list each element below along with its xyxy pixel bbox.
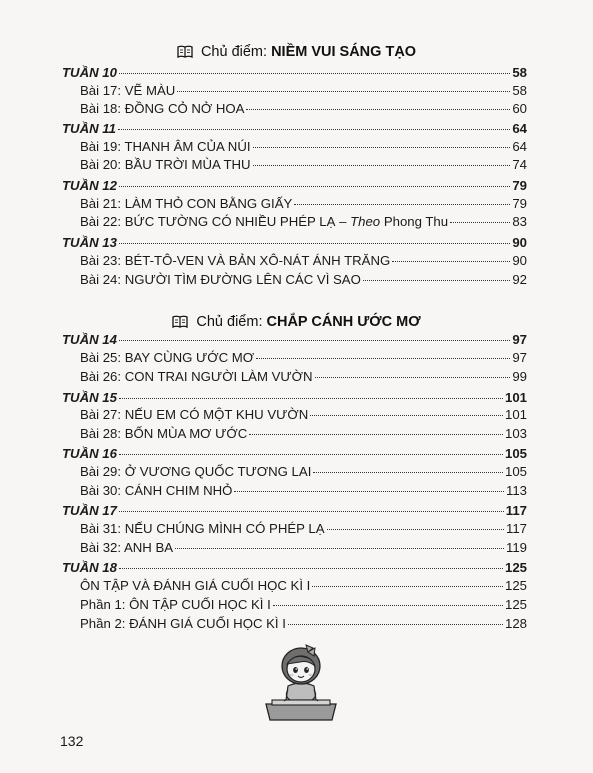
- open-book-icon: [177, 45, 193, 62]
- section-title: [0, 44, 593, 62]
- section-name: CHẮP CÁNH ƯỚC MƠ: [266, 314, 421, 330]
- page-ref: 125: [504, 597, 527, 612]
- lesson-row[interactable]: [80, 155, 527, 175]
- page-ref: 101: [504, 407, 527, 422]
- page-ref: 128: [504, 616, 527, 631]
- lesson-title: Bài 25: BAY CÙNG ƯỚC MƠ: [80, 350, 255, 365]
- lesson-title: ÔN TẬP VÀ ĐÁNH GIÁ CUỐI HỌC KÌ I: [80, 578, 311, 593]
- section-label: Chủ điểm:: [196, 314, 263, 330]
- week-row[interactable]: [62, 63, 527, 83]
- lesson-title: Bài 27: NẾU EM CÓ MỘT KHU VƯỜN: [80, 407, 309, 422]
- page-ref: 92: [512, 272, 527, 287]
- page-ref: 117: [505, 503, 527, 518]
- lesson-row[interactable]: [80, 137, 527, 157]
- lesson-row[interactable]: [80, 99, 527, 119]
- lesson-title: Phần 1: ÔN TẬP CUỐI HỌC KÌ I: [80, 597, 271, 612]
- lesson-row[interactable]: [80, 595, 527, 615]
- page-ref: 101: [504, 390, 527, 405]
- lesson-row[interactable]: [80, 424, 527, 444]
- page-ref: 119: [505, 540, 527, 555]
- week-row[interactable]: [62, 233, 527, 253]
- lesson-title: Bài 22: BỨC TƯỜNG CÓ NHIỀU PHÉP LẠ –: [80, 214, 347, 229]
- week-label: TUẦN 13: [62, 235, 117, 250]
- page-ref: 103: [504, 426, 527, 441]
- page-ref: 79: [512, 178, 527, 193]
- week-row[interactable]: [62, 330, 527, 350]
- week-label: TUẦN 18: [62, 560, 117, 575]
- section-label: Chủ điểm:: [200, 44, 268, 60]
- week-label: TUẦN 17: [62, 503, 117, 518]
- page-ref: 79: [512, 196, 527, 211]
- page-ref: 90: [512, 253, 527, 268]
- week-label: TUẦN 10: [62, 65, 117, 80]
- page-ref: 105: [504, 446, 527, 461]
- lesson-title: Bài 32: ANH BA: [80, 540, 174, 555]
- lesson-row[interactable]: [80, 462, 527, 482]
- lesson-row[interactable]: [80, 405, 527, 425]
- page-ref: 58: [512, 65, 527, 80]
- page-ref: 58: [512, 83, 527, 98]
- page-ref: 125: [504, 578, 527, 593]
- week-label: TUẦN 15: [62, 390, 117, 405]
- lesson-title: Bài 31: NẾU CHÚNG MÌNH CÓ PHÉP LẠ: [80, 521, 325, 536]
- lesson-row[interactable]: [80, 270, 527, 290]
- lesson-row[interactable]: [80, 519, 527, 539]
- page-ref: 90: [512, 235, 527, 250]
- lesson-title: Bài 21: LÀM THỎ CON BẰNG GIẤY: [80, 196, 293, 211]
- page-ref: 113: [505, 483, 527, 498]
- lesson-title: Bài 30: CÁNH CHIM NHỎ: [80, 483, 233, 498]
- lesson-row[interactable]: [80, 538, 527, 558]
- week-label: TUẦN 12: [62, 178, 117, 193]
- page-ref: 83: [512, 214, 527, 229]
- week-row[interactable]: [62, 558, 527, 578]
- page-ref: 105: [504, 464, 527, 479]
- lesson-title: Bài 26: CON TRAI NGƯỜI LÀM VƯỜN: [80, 369, 313, 384]
- page-ref: 97: [512, 350, 527, 365]
- lesson-title: Bài 29: Ở VƯƠNG QUỐC TƯƠNG LAI: [80, 464, 312, 479]
- lesson-title: Bài 17: VẼ MÀU: [80, 83, 176, 98]
- page-ref: 74: [512, 157, 527, 172]
- lesson-title: Bài 19: THANH ÂM CỦA NÚI: [80, 139, 251, 154]
- page-ref: 99: [512, 369, 527, 384]
- page-ref: 64: [512, 139, 527, 154]
- lesson-row[interactable]: [80, 348, 527, 368]
- lesson-row[interactable]: [80, 81, 527, 101]
- week-row[interactable]: [62, 176, 527, 196]
- page-ref: 97: [512, 332, 527, 347]
- lesson-title: Bài 23: BÉT-TÔ-VEN VÀ BẢN XÔ-NÁT ÁNH TRĂNG: [80, 253, 391, 268]
- page-ref: 117: [505, 521, 527, 536]
- lesson-title: Bài 28: BỐN MÙA MƠ ƯỚC: [80, 426, 248, 441]
- lesson-title: Bài 20: BẦU TRỜI MÙA THU: [80, 157, 251, 172]
- author-name: Phong Thu: [383, 214, 449, 229]
- page-number: 132: [60, 733, 84, 749]
- girl-reading-illustration: [262, 644, 340, 727]
- lesson-title: Bài 18: ĐỒNG CỎ NỞ HOA: [80, 101, 245, 116]
- lesson-title: Phần 2: ĐÁNH GIÁ CUỐI HỌC KÌ I: [80, 616, 286, 631]
- page-ref: 60: [512, 101, 527, 116]
- lesson-row[interactable]: [80, 194, 527, 214]
- week-label: TUẦN 16: [62, 446, 117, 461]
- week-row[interactable]: [62, 444, 527, 464]
- lesson-row[interactable]: [80, 212, 527, 232]
- lesson-title: Bài 24: NGƯỜI TÌM ĐƯỜNG LÊN CÁC VÌ SAO: [80, 272, 361, 287]
- lesson-row[interactable]: [80, 251, 527, 271]
- lesson-row[interactable]: [80, 481, 527, 501]
- lesson-row[interactable]: [80, 614, 527, 634]
- week-row[interactable]: [62, 501, 527, 521]
- page-ref: 64: [512, 121, 527, 136]
- section-name: NIỀM VUI SÁNG TẠO: [271, 44, 417, 60]
- lesson-row[interactable]: [80, 576, 527, 596]
- page-ref: 125: [504, 560, 527, 575]
- week-label: TUẦN 14: [62, 332, 117, 347]
- week-label: TUẦN 11: [62, 121, 116, 136]
- author-prefix: Theo: [350, 214, 381, 229]
- lesson-row[interactable]: [80, 367, 527, 387]
- week-row[interactable]: [62, 119, 527, 139]
